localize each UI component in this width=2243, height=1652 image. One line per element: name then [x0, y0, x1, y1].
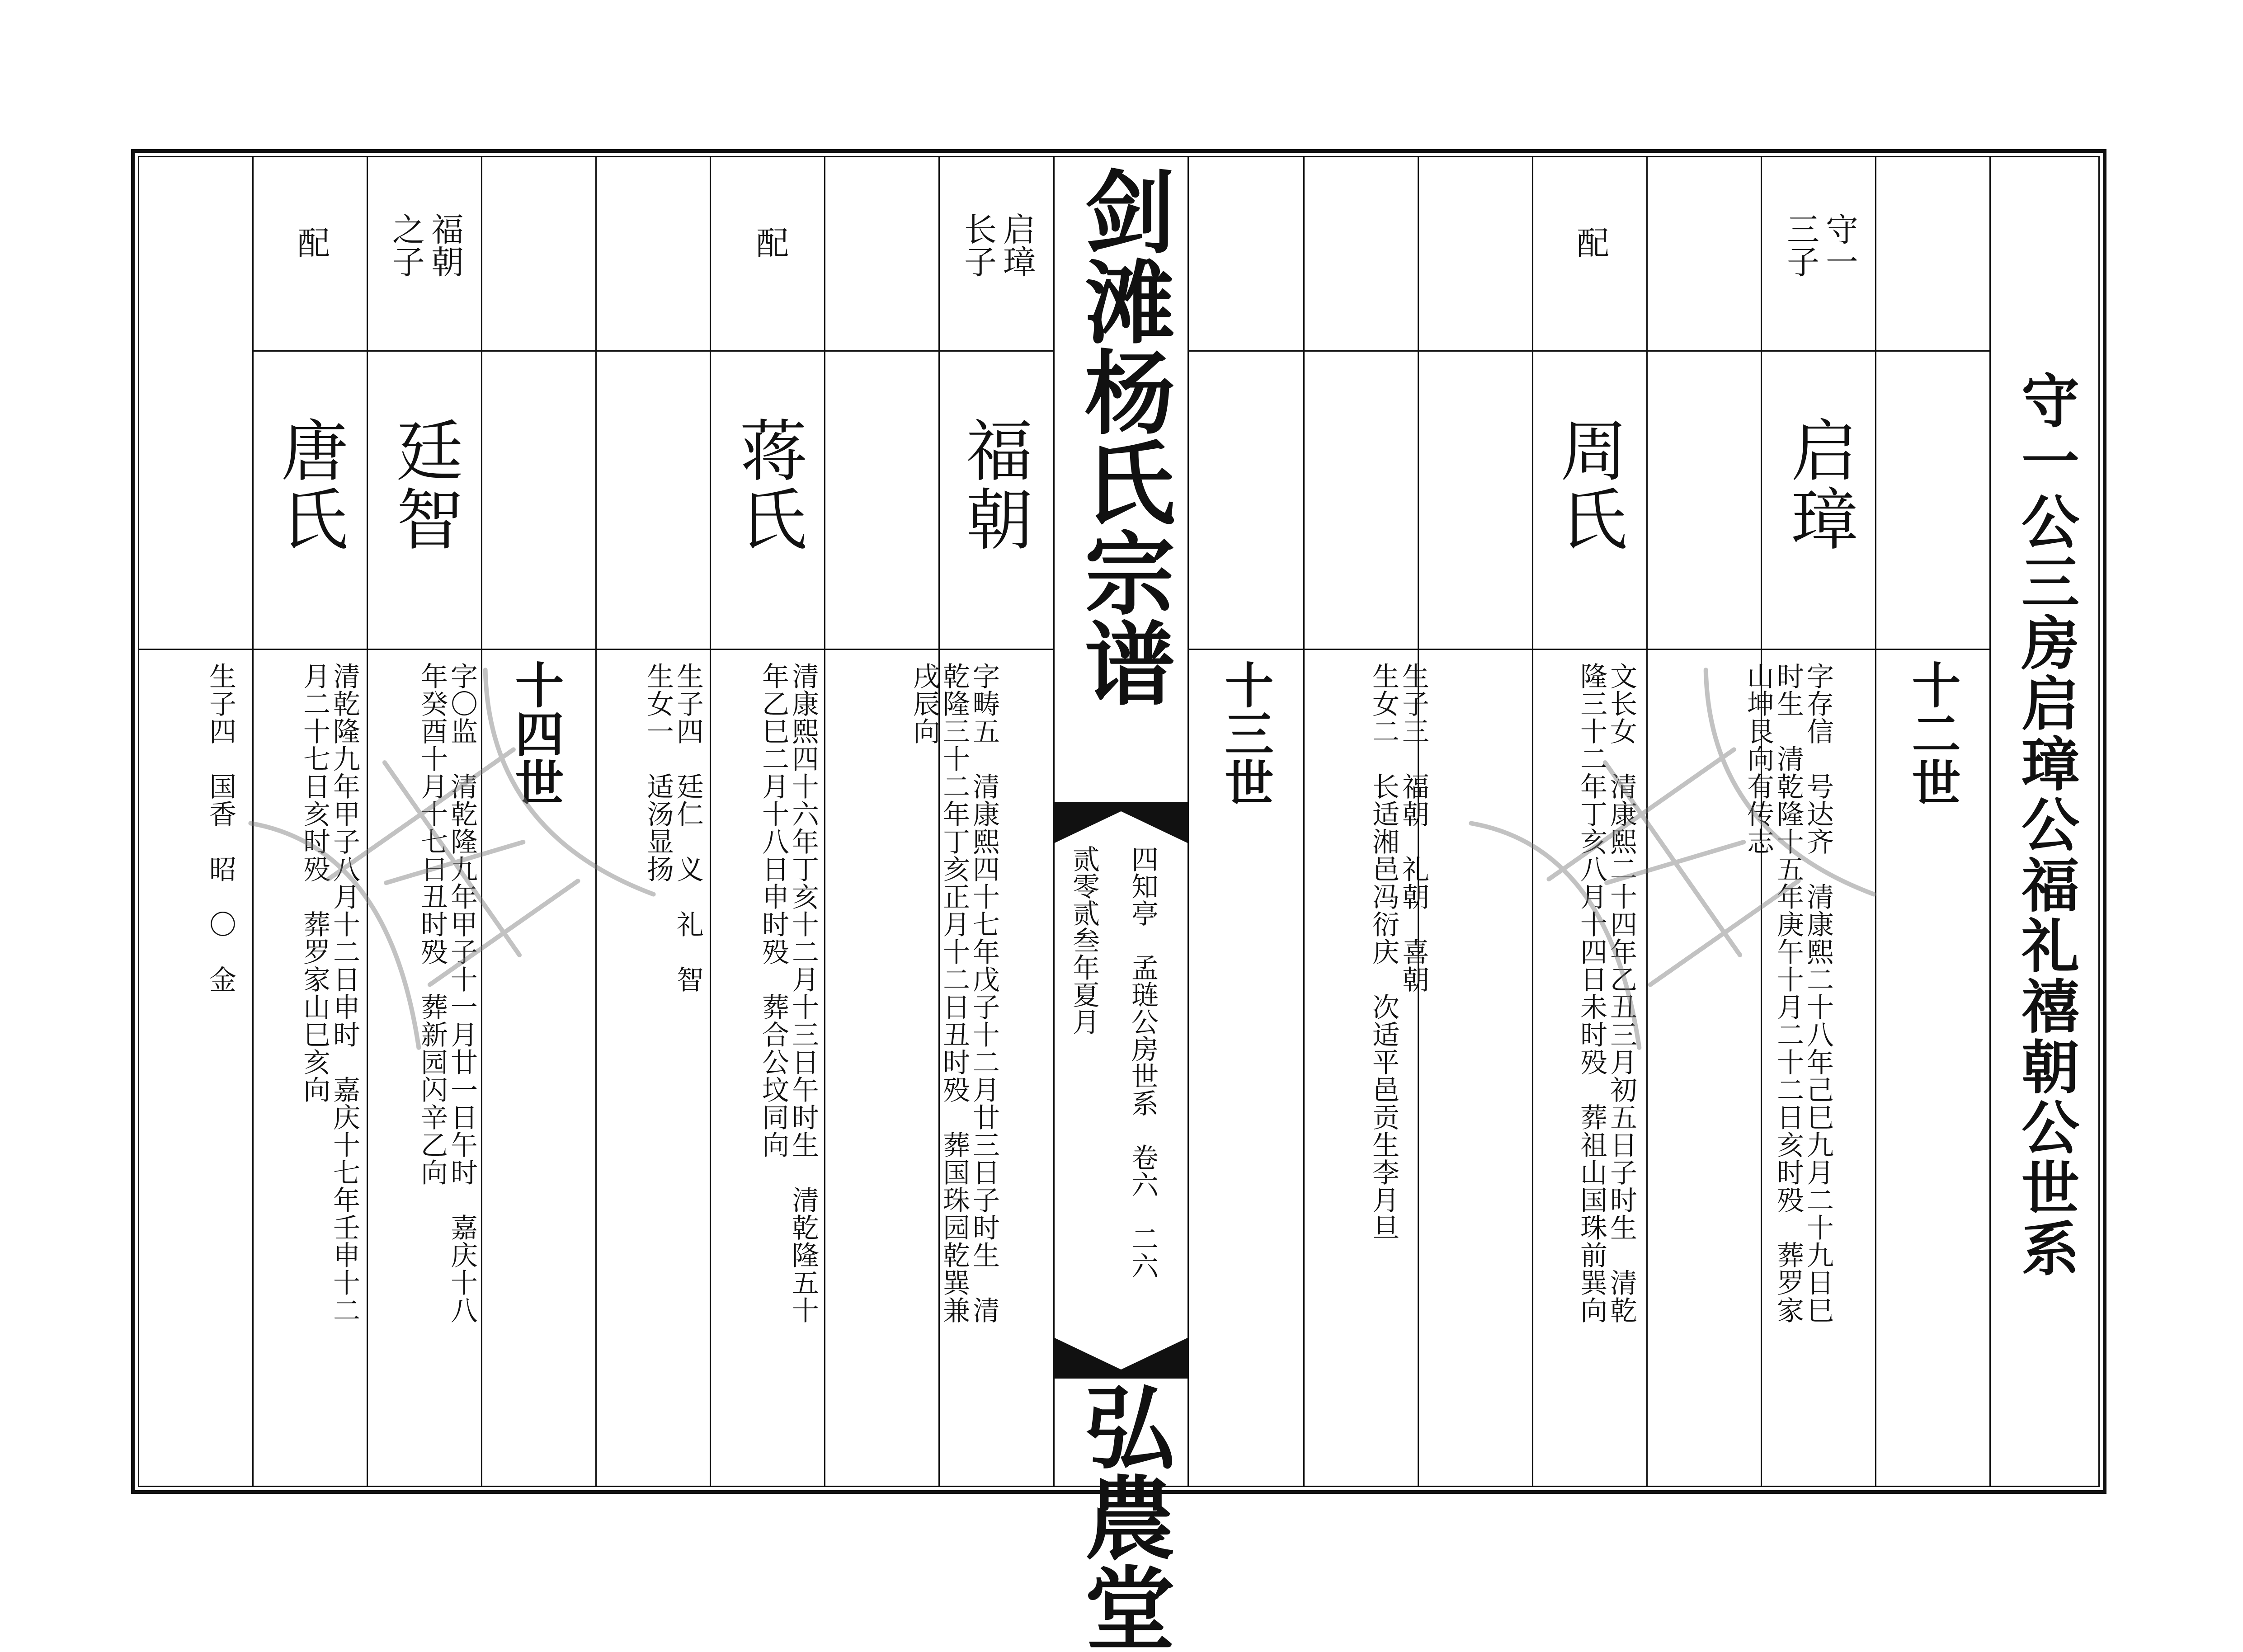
- entry-qizhang: 字存信 号达齐 清康熙二十八年己巳九月二十九日巳 时生 清乾隆十五年庚午十月二十二日亥时殁 葬罗家 山坤艮向有传志: [1743, 662, 1834, 1324]
- name-tang: 唐氏: [270, 416, 348, 553]
- hall-name: 弘農堂: [1070, 1381, 1176, 1652]
- book-title: 剑滩杨氏宗谱: [1070, 165, 1176, 707]
- column-g14: [481, 156, 595, 1487]
- name-qizhang: 启璋: [1780, 416, 1858, 553]
- entry-fuchao-children: 生子四 廷仁 义 礼 智 生女一 适汤显扬: [642, 662, 704, 993]
- name-tingzhi: 廷智: [386, 416, 463, 553]
- generation-13: 十三世: [1216, 660, 1273, 806]
- entry-zhou: 文长女 清康熙二十四年乙丑三月初五日子时生 清乾 隆三十二年丁亥八月十四日未时殁 葬祖山国珠前巽向: [1576, 662, 1637, 1324]
- generation-14: 十四世: [507, 660, 564, 806]
- band-line-left-edge: [138, 649, 252, 650]
- role-tingzhi: 福朝 之子: [387, 212, 464, 278]
- entry-fuchao: 字畴五 清康熙四十七年戊子十二月廿三日子时生 清 乾隆三十二年丁亥正月十二日丑时殁 葬国珠园乾巽兼 戌辰向: [909, 662, 1000, 1324]
- page-title: 守一公三房启璋公福礼禧朝公世系: [2012, 371, 2079, 1279]
- entry-tang: 清乾隆九年甲子八月十二日申时 嘉庆十七年壬申十二 月二十七日亥时殁 葬罗家山巳亥向: [299, 662, 360, 1324]
- band-line-left-bottom: [252, 649, 1053, 650]
- role-jiang: 配: [751, 226, 789, 259]
- role-fuchao: 启璋 长子: [959, 212, 1036, 278]
- column-g12: [1875, 156, 1989, 1487]
- column-g13: [1189, 156, 1303, 1487]
- fishtail-top: [1055, 802, 1187, 843]
- band-line-right-top: [1189, 350, 1989, 352]
- role-qizhang: 守一 三子: [1781, 212, 1858, 278]
- role-tang: 配: [292, 226, 330, 259]
- spine-date: 贰零贰叁年夏月: [1068, 845, 1100, 1035]
- name-fuchao: 福朝: [955, 416, 1033, 553]
- entry-tingzhi: 字〇监 清乾隆九年甲子十一月廿一日午时 嘉庆十八 年癸酉十月十七日丑时殁 葬新园闪辛乙向: [416, 662, 478, 1324]
- entry-jiang: 清康熙四十六年丁亥十二月十三日午时生 清乾隆五十 年乙巳二月十八日申时殁 葬合公坟同向: [758, 662, 819, 1324]
- entry-qizhang-children: 生子三 福朝 礼朝 喜朝 生女二 长适湘邑冯衍庆 次适平邑贡生李月旦: [1368, 662, 1429, 1241]
- band-line-right-bottom: [1189, 649, 1989, 650]
- center-spine: [1053, 156, 1189, 1652]
- band-line-left-top: [252, 350, 1053, 352]
- name-zhou: 周氏: [1550, 416, 1627, 553]
- generation-12: 十二世: [1904, 660, 1960, 806]
- role-zhou: 配: [1571, 226, 1609, 259]
- fishtail-bottom: [1055, 1338, 1187, 1379]
- spine-volume-info: 四知亭 孟琏公房世系 卷六 二六: [1127, 845, 1159, 1279]
- name-jiang: 蒋氏: [729, 416, 807, 553]
- entry-tingzhi-children: 生子四 国香 昭 〇 金: [205, 662, 236, 993]
- column-children-qizhang: [1418, 156, 1532, 1487]
